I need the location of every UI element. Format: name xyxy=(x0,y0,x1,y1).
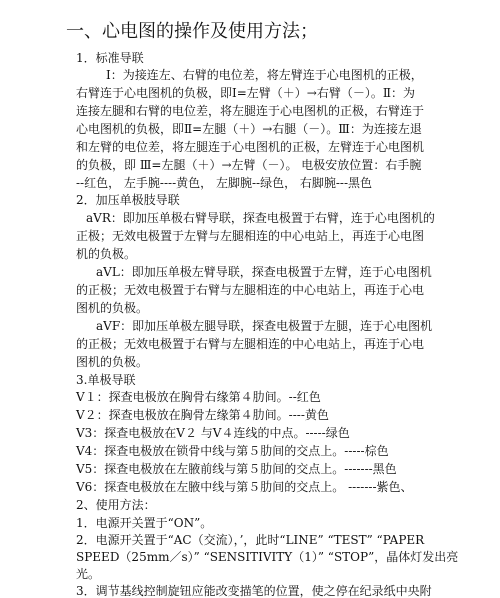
paragraph-line: Ⅰ：为接连左、右臂的电位差，将左臂连于心电图机的正极， xyxy=(106,68,423,82)
list-item: 2．电源开关置于“AC（交流），’，此时“LINE” “TEST” “PAPER xyxy=(76,533,425,547)
paragraph-line: 正极；无效电极置于左臂与左腿相连的中心电站上，再连于心电图 xyxy=(76,229,425,243)
paragraph-line: 连接左腿和右臂的电位差，将左腿连于心电图机的正极，右臂连于 xyxy=(76,104,425,118)
section-heading: 2．加压单极肢导联 xyxy=(76,193,180,207)
paragraph-line: 的正极；无效电极置于右臂与左腿相连的中心电站上，再连于心电 xyxy=(76,337,425,351)
paragraph-line: 心电图机的负极，即Ⅱ=左腿（＋）→右腿（－）。Ⅲ：为连接左退 xyxy=(76,122,422,136)
paragraph-line: 右臂连于心电图机的负极，即Ⅰ=左臂（＋）→右臂（－）。Ⅱ：为 xyxy=(76,86,416,100)
paragraph-line: aVR：即加压单极右臂导联，探查电极置于右臂，连于心电图机的 xyxy=(86,211,435,225)
list-item: 光。 xyxy=(76,567,101,581)
paragraph-line: 图机的负极。 xyxy=(76,301,149,315)
list-item: 3．调节基线控制旋钮应能改变描笔的位置，使之停在纪录纸中央附 xyxy=(76,584,432,598)
paragraph-line: aVL：即加压单极左臂导联，探查电极置于左臂，连于心电图机 xyxy=(96,265,432,279)
list-item: V4：探查电极放在锁骨中线与第５肋间的交点上。-----棕色 xyxy=(76,444,389,458)
paragraph-line: 的正极；无效电极置于右臂与左腿相连的中心电站上，再连于心电 xyxy=(76,283,425,297)
paragraph-line: 图机的负极。 xyxy=(76,355,149,369)
paragraph-line: 的负极，即 Ⅲ=左腿（＋）→左臂（－）。 电极安放位置：右手腕 xyxy=(76,158,422,172)
section-heading: 3.单极导联 xyxy=(76,373,136,387)
section-heading: 1．标准导联 xyxy=(76,51,144,65)
list-item: SPEED（25mm／s）” “SENSITIVITY（1）” “STOP”，晶体灯发出亮 xyxy=(76,550,459,564)
paragraph-line: --红色， 左手腕----黄色， 左脚腕--绿色， 右脚腕---黑色 xyxy=(76,176,373,190)
list-item: V２：探查电极放在胸骨左缘第４肋间。----黄色 xyxy=(76,408,329,422)
list-item: V5：探查电极放在左腋前线与第５肋间的交点上。-------黑色 xyxy=(76,462,397,476)
list-item: V6：探查电极放在左腋中线与第５肋间的交点上。 -------紫色、 xyxy=(76,480,413,494)
paragraph-line: 和左臂的电位差，将左腿连于心电图机的正极，左臂连于心电图机 xyxy=(76,140,425,154)
list-item: 1．电源开关置于“ON”。 xyxy=(76,516,213,530)
section-heading: 2、使用方法： xyxy=(76,498,156,512)
list-item: V3：探查电极放在V２ 与V４连线的中点。-----绿色 xyxy=(76,426,350,440)
list-item: V１：探查电极放在胸骨右缘第４肋间。--红色 xyxy=(76,390,321,404)
document-title: 一、心电图的操作及使用方法； xyxy=(66,21,318,42)
paragraph-line: aVF：即加压单极左腿导联，探查电极置于左腿，连于心电图机 xyxy=(96,319,433,333)
paragraph-line: 机的负极。 xyxy=(76,247,137,261)
